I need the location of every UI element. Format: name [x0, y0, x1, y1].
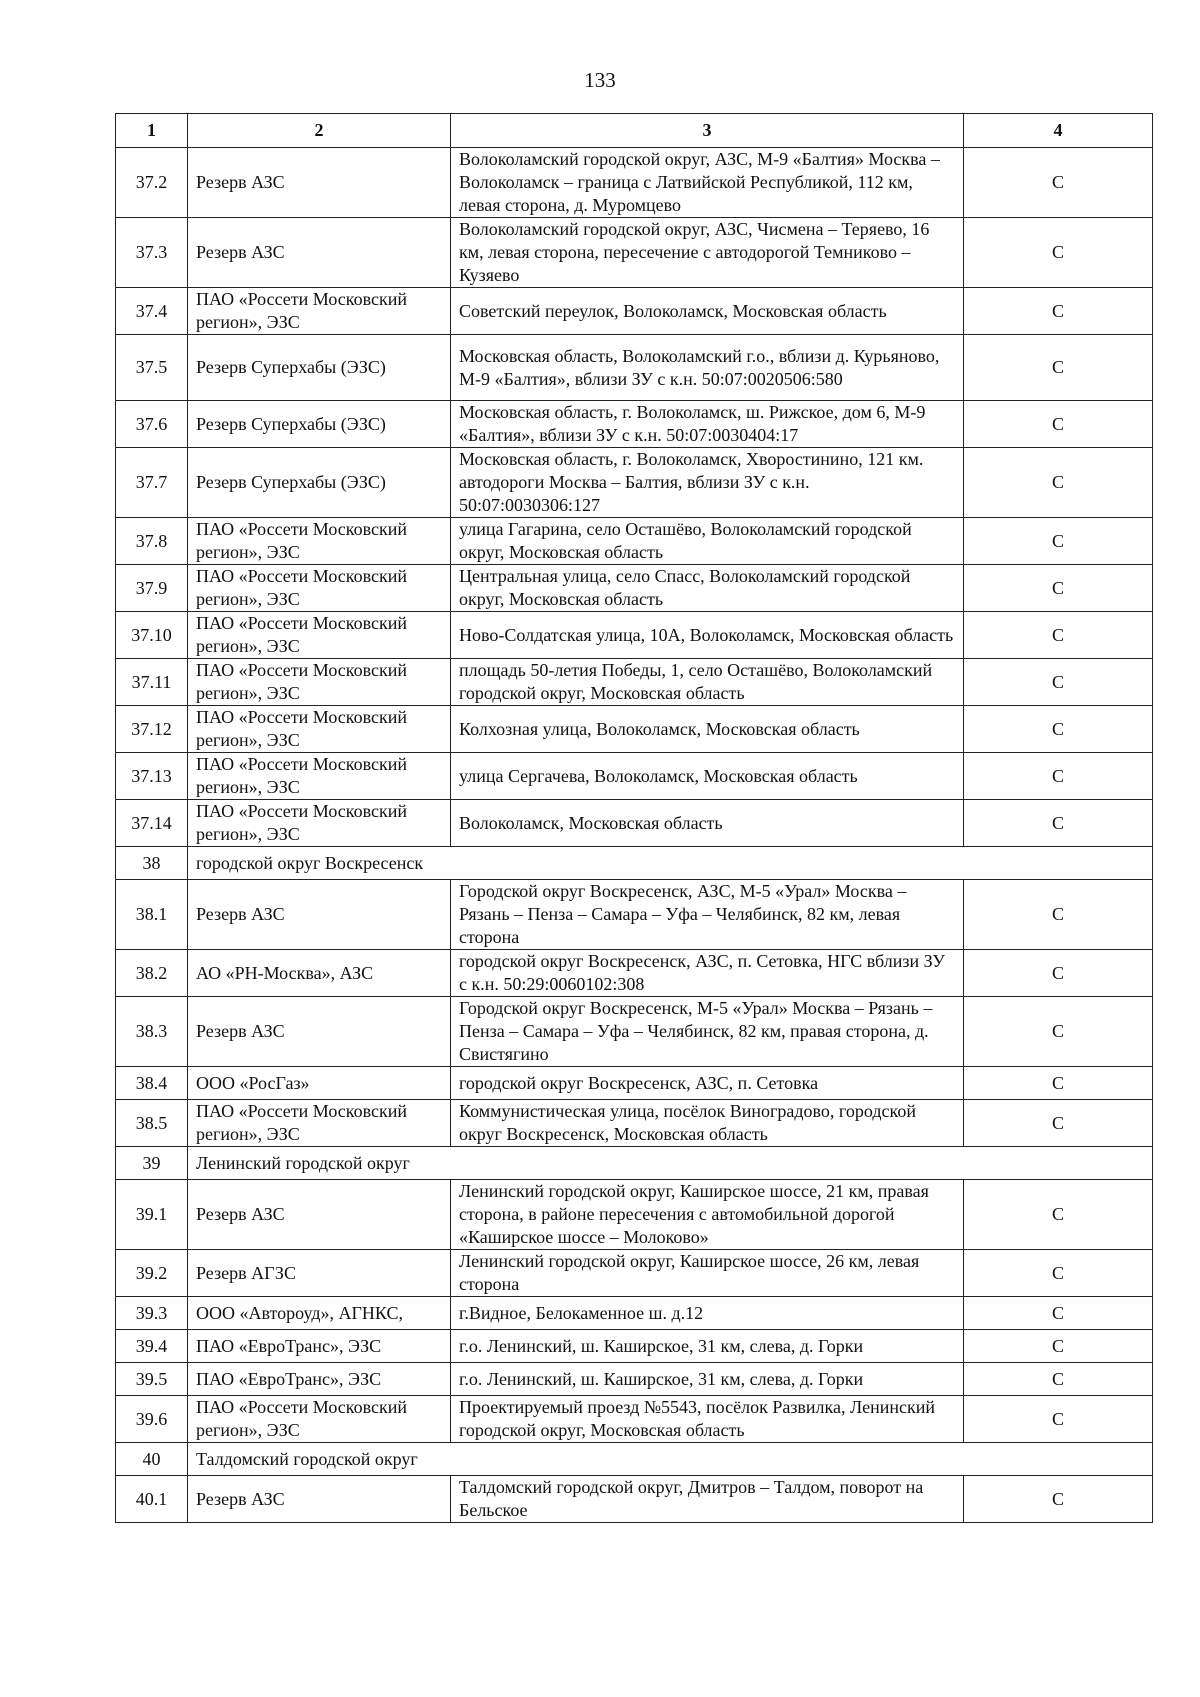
table-row [116, 706, 1153, 753]
row-number: 37.3 [116, 218, 188, 288]
group-row [116, 847, 1153, 880]
row-number: 37.6 [116, 401, 188, 448]
row-organization: Резерв Суперхабы (ЭЗС) [188, 448, 451, 518]
row-number: 38.4 [116, 1067, 188, 1100]
row-number: 37.7 [116, 448, 188, 518]
row-address: площадь 50-летия Победы, 1, село Осташёво, Волоколамский городской округ, Московская область [451, 659, 964, 706]
group-name: Ленинский городской округ [188, 1147, 1153, 1180]
row-number: 37.5 [116, 335, 188, 401]
row-address: Городской округ Воскресенск, М-5 «Урал» Москва – Рязань – Пенза – Самара – Уфа – Челябинск, 82 км, правая сторона, д. Свистягино [451, 997, 964, 1067]
page-number: 133 [584, 68, 616, 92]
row-category: С [964, 1297, 1153, 1330]
row-category: С [964, 1100, 1153, 1147]
group-number: 40 [116, 1443, 188, 1476]
table-row [116, 1476, 1153, 1523]
group-number: 38 [116, 847, 188, 880]
row-number: 37.12 [116, 706, 188, 753]
row-address: Волоколамск, Московская область [451, 800, 964, 847]
row-organization: ПАО «Россети Московский регион», ЭЗС [188, 800, 451, 847]
row-address: Талдомский городской округ, Дмитров – Талдом, поворот на Бельское [451, 1476, 964, 1523]
row-address: Ленинский городской округ, Каширское шоссе, 21 км, правая сторона, в районе пересечения с автомобильной дорогой «Каширское шоссе – Молоково» [451, 1180, 964, 1250]
stations-table [115, 113, 1153, 1523]
table-row [116, 335, 1153, 401]
table-row [116, 612, 1153, 659]
row-number: 37.10 [116, 612, 188, 659]
row-category: С [964, 148, 1153, 218]
table-row [116, 950, 1153, 997]
row-number: 37.13 [116, 753, 188, 800]
table-row [116, 218, 1153, 288]
row-category: С [964, 1330, 1153, 1363]
row-address: г.о. Ленинский, ш. Каширское, 31 км, слева, д. Горки [451, 1330, 964, 1363]
table-row [116, 659, 1153, 706]
row-address: Городской округ Воскресенск, АЗС, М-5 «Урал» Москва – Рязань – Пенза – Самара – Уфа – Челябинск, 82 км, левая сторона [451, 880, 964, 950]
table-row [116, 1250, 1153, 1297]
row-organization: ПАО «Россети Московский регион», ЭЗС [188, 612, 451, 659]
row-address: Волоколамский городской округ, АЗС, Чисмена – Теряево, 16 км, левая сторона, пересечение с автодорогой Темниково – Кузяево [451, 218, 964, 288]
row-organization: Резерв АЗС [188, 218, 451, 288]
row-organization: ПАО «Россети Московский регион», ЭЗС [188, 1396, 451, 1443]
row-address: г.Видное, Белокаменное ш. д.12 [451, 1297, 964, 1330]
header-col-3: 3 [451, 114, 964, 148]
row-category: С [964, 518, 1153, 565]
row-organization: АО «РН-Москва», АЗС [188, 950, 451, 997]
table-row [116, 1067, 1153, 1100]
group-row [116, 1147, 1153, 1180]
group-name: Талдомский городской округ [188, 1443, 1153, 1476]
table-row [116, 997, 1153, 1067]
row-number: 39.3 [116, 1297, 188, 1330]
row-category: С [964, 950, 1153, 997]
row-number: 39.1 [116, 1180, 188, 1250]
row-organization: ПАО «ЕвроТранс», ЭЗС [188, 1363, 451, 1396]
row-organization: ООО «РосГаз» [188, 1067, 451, 1100]
row-number: 38.3 [116, 997, 188, 1067]
row-number: 38.1 [116, 880, 188, 950]
row-organization: ПАО «Россети Московский регион», ЭЗС [188, 518, 451, 565]
table-row [116, 753, 1153, 800]
row-address: городской округ Воскресенск, АЗС, п. Сетовка, НГС вблизи ЗУ с к.н. 50:29:0060102:308 [451, 950, 964, 997]
row-organization: Резерв АЗС [188, 997, 451, 1067]
row-category: С [964, 706, 1153, 753]
table-row [116, 448, 1153, 518]
row-organization: Резерв Суперхабы (ЭЗС) [188, 401, 451, 448]
row-number: 37.2 [116, 148, 188, 218]
row-address: Московская область, г. Волоколамск, ш. Рижское, дом 6, М-9 «Балтия», вблизи ЗУ с к.н. 50:07:0030404:17 [451, 401, 964, 448]
row-category: С [964, 997, 1153, 1067]
table-row [116, 1180, 1153, 1250]
table-row [116, 1396, 1153, 1443]
row-address: городской округ Воскресенск, АЗС, п. Сетовка [451, 1067, 964, 1100]
row-address: Московская область, Волоколамский г.о., вблизи д. Курьяново, М-9 «Балтия», вблизи ЗУ с к.н. 50:07:0020506:580 [451, 335, 964, 401]
row-category: С [964, 880, 1153, 950]
table-row [116, 148, 1153, 218]
row-organization: ООО «Автороуд», АГНКС, [188, 1297, 451, 1330]
row-number: 39.6 [116, 1396, 188, 1443]
row-address: Ленинский городской округ, Каширское шоссе, 26 км, левая сторона [451, 1250, 964, 1297]
table-row [116, 1297, 1153, 1330]
row-organization: ПАО «ЕвроТранс», ЭЗС [188, 1330, 451, 1363]
row-category: С [964, 1180, 1153, 1250]
group-row [116, 1443, 1153, 1476]
row-organization: ПАО «Россети Московский регион», ЭЗС [188, 706, 451, 753]
row-address: улица Сергачева, Волоколамск, Московская область [451, 753, 964, 800]
row-address: г.о. Ленинский, ш. Каширское, 31 км, слева, д. Горки [451, 1363, 964, 1396]
row-category: С [964, 288, 1153, 335]
row-address: Ново-Солдатская улица, 10А, Волоколамск, Московская область [451, 612, 964, 659]
table-row [116, 1330, 1153, 1363]
table-row [116, 1100, 1153, 1147]
row-organization: ПАО «Россети Московский регион», ЭЗС [188, 659, 451, 706]
header-col-4: 4 [964, 114, 1153, 148]
row-number: 39.5 [116, 1363, 188, 1396]
table-row [116, 800, 1153, 847]
row-organization: Резерв АЗС [188, 1476, 451, 1523]
row-number: 37.8 [116, 518, 188, 565]
group-number: 39 [116, 1147, 188, 1180]
row-category: С [964, 800, 1153, 847]
row-address: Колхозная улица, Волоколамск, Московская область [451, 706, 964, 753]
row-number: 39.4 [116, 1330, 188, 1363]
row-number: 40.1 [116, 1476, 188, 1523]
row-address: Московская область, г. Волоколамск, Хворостинино, 121 км. автодороги Москва – Балтия, вблизи ЗУ с к.н. 50:07:0030306:127 [451, 448, 964, 518]
row-organization: ПАО «Россети Московский регион», ЭЗС [188, 753, 451, 800]
row-category: С [964, 565, 1153, 612]
row-category: С [964, 1396, 1153, 1443]
row-address: улица Гагарина, село Осташёво, Волоколамский городской округ, Московская область [451, 518, 964, 565]
row-category: С [964, 753, 1153, 800]
header-col-2: 2 [188, 114, 451, 148]
group-name: городской округ Воскресенск [188, 847, 1153, 880]
row-category: С [964, 448, 1153, 518]
row-number: 38.5 [116, 1100, 188, 1147]
row-category: С [964, 1250, 1153, 1297]
row-category: С [964, 1476, 1153, 1523]
row-number: 37.14 [116, 800, 188, 847]
header-col-1: 1 [116, 114, 188, 148]
row-organization: Резерв АЗС [188, 880, 451, 950]
table-row [116, 518, 1153, 565]
row-address: Центральная улица, село Спасс, Волоколамский городской округ, Московская область [451, 565, 964, 612]
row-category: С [964, 1067, 1153, 1100]
row-number: 37.4 [116, 288, 188, 335]
table-row [116, 880, 1153, 950]
row-number: 39.2 [116, 1250, 188, 1297]
table-row [116, 288, 1153, 335]
row-number: 37.9 [116, 565, 188, 612]
row-organization: Резерв АЗС [188, 148, 451, 218]
row-address: Коммунистическая улица, посёлок Виноградово, городской округ Воскресенск, Московская область [451, 1100, 964, 1147]
row-category: С [964, 659, 1153, 706]
row-number: 38.2 [116, 950, 188, 997]
row-category: С [964, 1363, 1153, 1396]
row-category: С [964, 335, 1153, 401]
row-category: С [964, 612, 1153, 659]
row-address: Волоколамский городской округ, АЗС, М-9 «Балтия» Москва – Волоколамск – граница с Латвийской Республикой, 112 км, левая сторона, д. Муромцево [451, 148, 964, 218]
row-address: Советский переулок, Волоколамск, Московская область [451, 288, 964, 335]
row-organization: Резерв Суперхабы (ЭЗС) [188, 335, 451, 401]
row-organization: Резерв АГЗС [188, 1250, 451, 1297]
row-organization: Резерв АЗС [188, 1180, 451, 1250]
table-row [116, 1363, 1153, 1396]
row-organization: ПАО «Россети Московский регион», ЭЗС [188, 288, 451, 335]
row-category: С [964, 401, 1153, 448]
table-row [116, 565, 1153, 612]
table-row [116, 401, 1153, 448]
row-organization: ПАО «Россети Московский регион», ЭЗС [188, 1100, 451, 1147]
row-category: С [964, 218, 1153, 288]
row-address: Проектируемый проезд №5543, посёлок Развилка, Ленинский городской округ, Московская область [451, 1396, 964, 1443]
table-header-row [116, 114, 1153, 148]
row-organization: ПАО «Россети Московский регион», ЭЗС [188, 565, 451, 612]
row-number: 37.11 [116, 659, 188, 706]
